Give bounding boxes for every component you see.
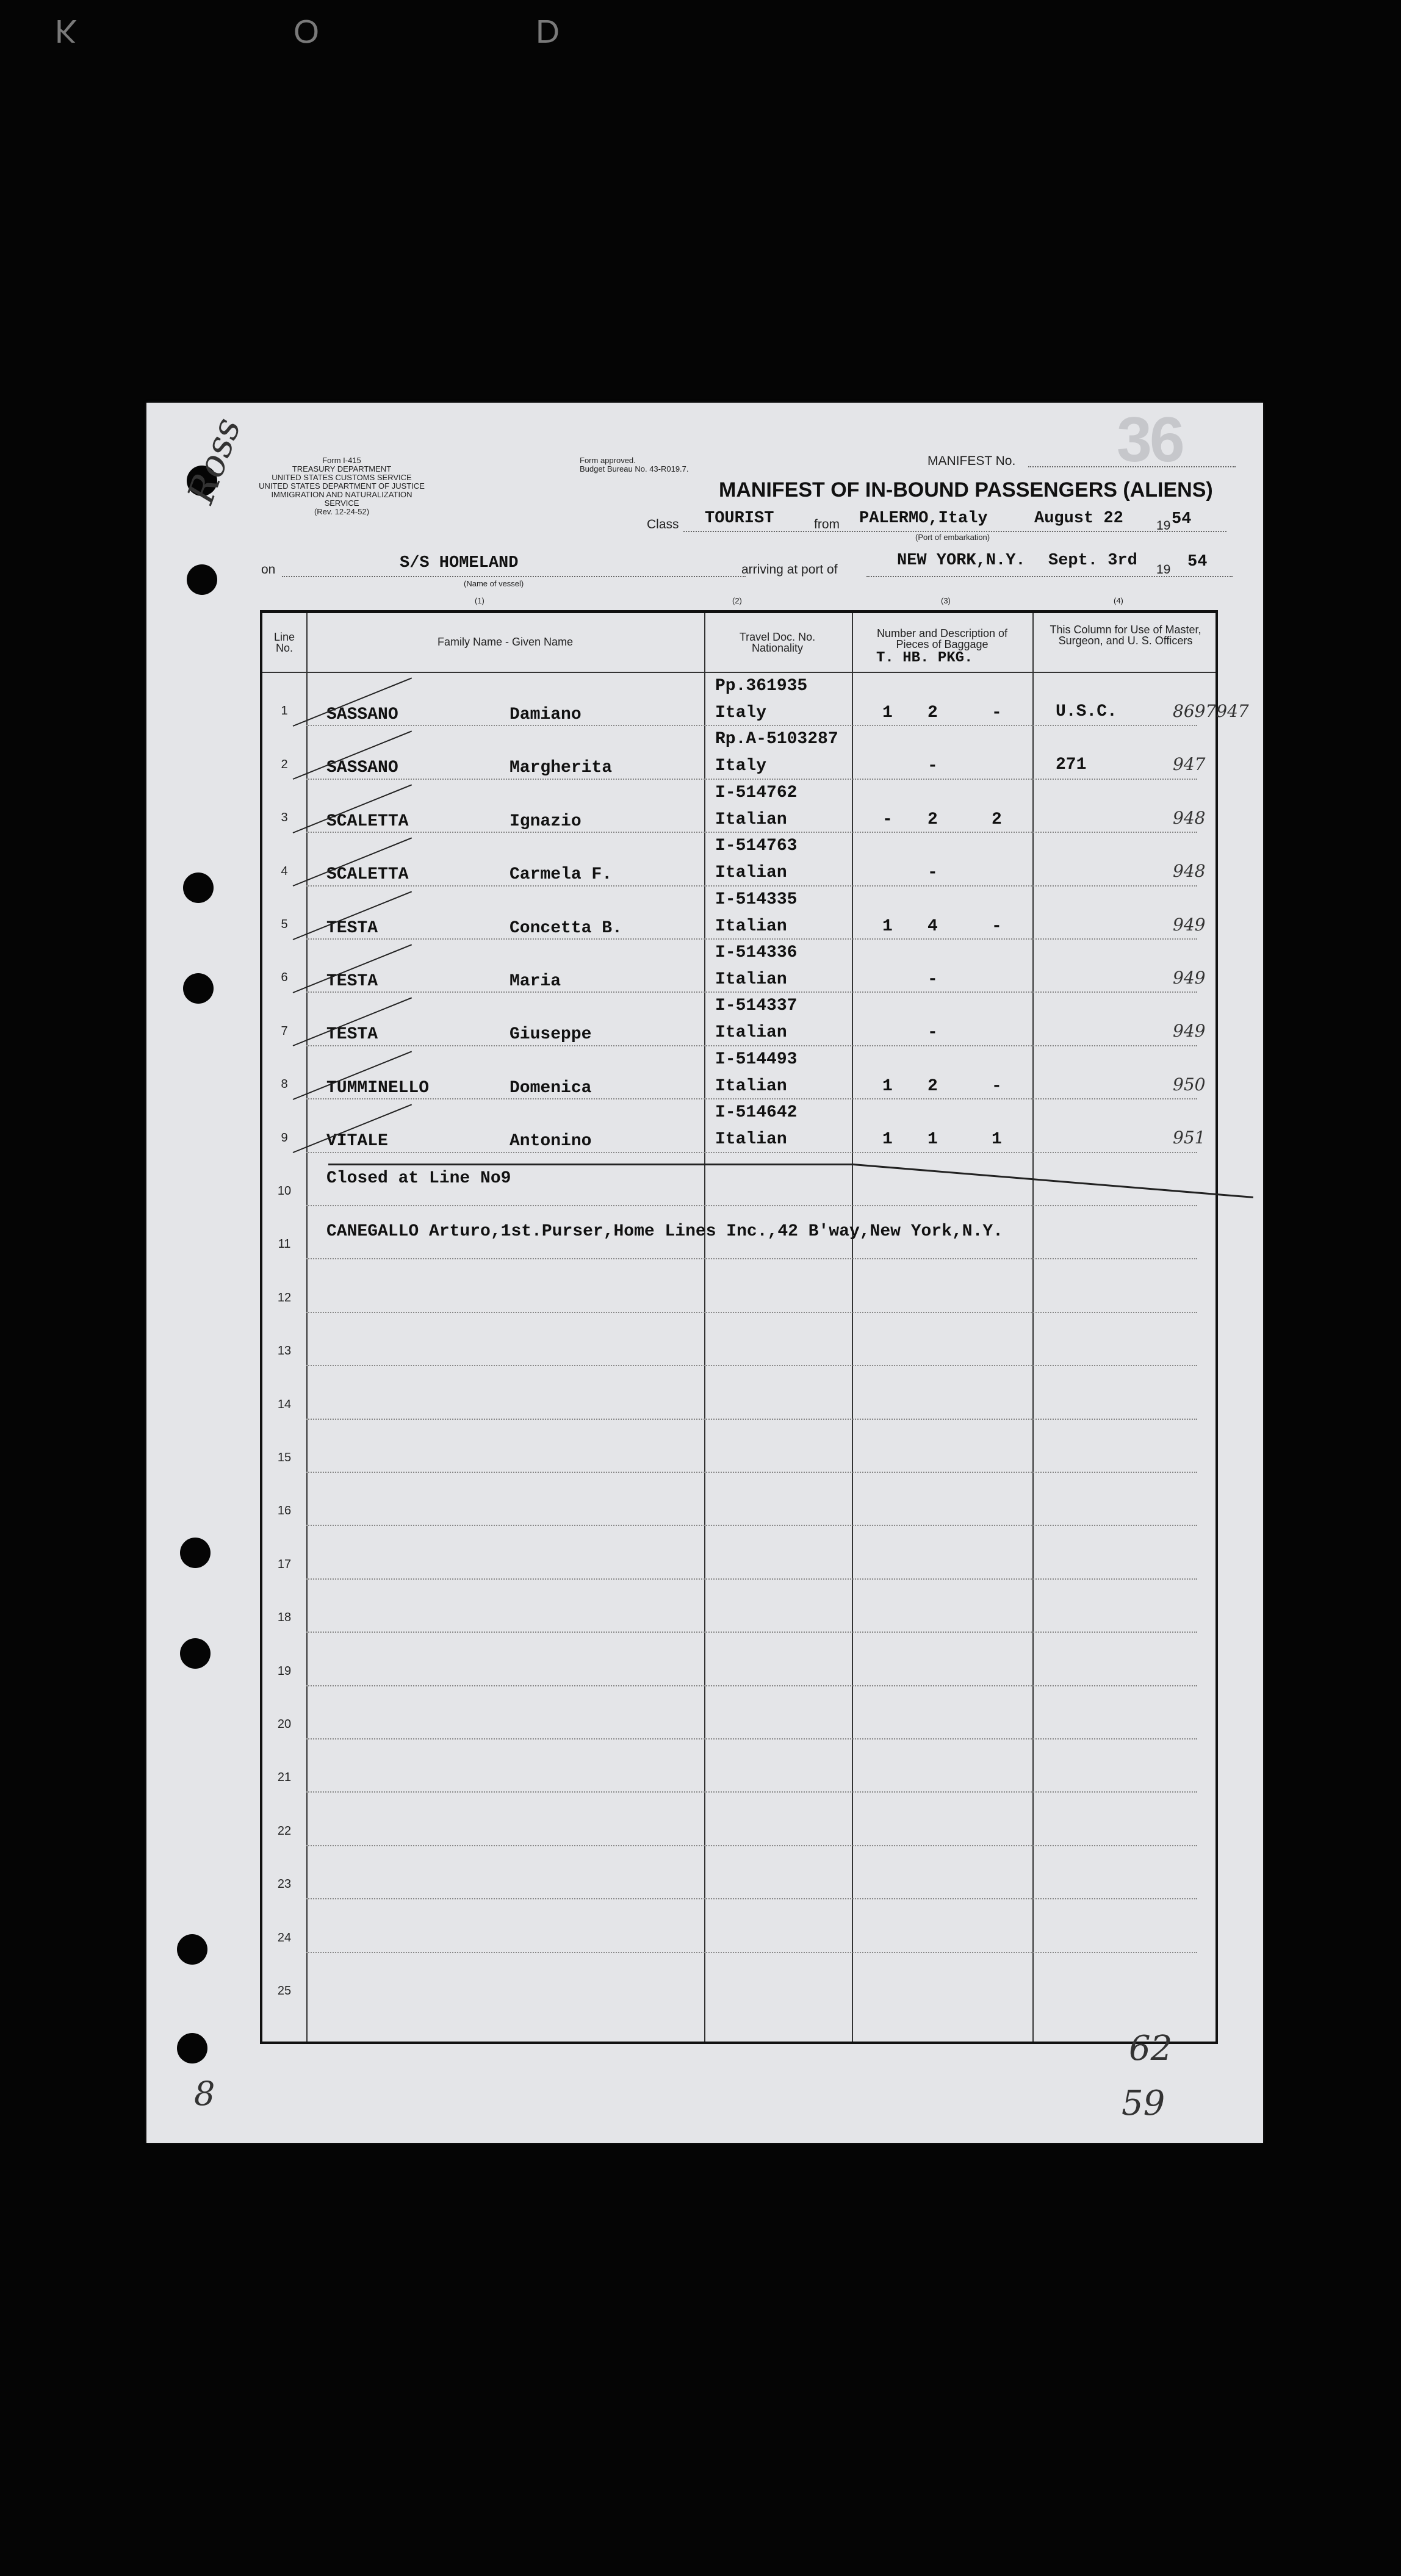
line-number: 23 bbox=[277, 1877, 292, 1891]
nationality: Italy bbox=[715, 703, 767, 722]
closing-line bbox=[853, 1164, 1253, 1198]
travel-doc-number: I-514763 bbox=[715, 836, 798, 856]
row-separator bbox=[306, 725, 1197, 726]
year-prefix: 19 bbox=[1156, 563, 1171, 577]
given-name: Carmela F. bbox=[510, 865, 613, 885]
col-number: (3) bbox=[941, 596, 951, 605]
class-value: TOURIST bbox=[705, 509, 774, 528]
officer-number: 950 bbox=[1173, 1074, 1206, 1095]
departure-year: 54 bbox=[1172, 510, 1192, 528]
row-separator bbox=[306, 1258, 1197, 1259]
baggage-hand: - bbox=[927, 970, 938, 989]
line-number: 8 bbox=[281, 1078, 288, 1092]
line-number: 22 bbox=[277, 1824, 292, 1838]
baggage-trunks: 1 bbox=[882, 1130, 893, 1149]
officer-number: 951 bbox=[1173, 1128, 1206, 1148]
manifest-no-label: MANIFEST No. bbox=[927, 454, 1016, 468]
year-prefix: 19 bbox=[1156, 519, 1171, 533]
line-number: 24 bbox=[277, 1930, 292, 1945]
line-number: 1 bbox=[281, 704, 288, 718]
given-name: Domenica bbox=[510, 1078, 592, 1098]
form-line: IMMIGRATION AND NATURALIZATION SERVICE bbox=[271, 490, 412, 508]
line-number: 2 bbox=[281, 757, 288, 771]
line-number: 12 bbox=[277, 1290, 292, 1304]
line-number: 7 bbox=[281, 1024, 288, 1038]
col-header-travel-doc: Travel Doc. No. Nationality bbox=[739, 631, 816, 654]
manifest-table bbox=[260, 610, 1249, 2044]
travel-doc-number: Rp.A-5103287 bbox=[715, 730, 838, 749]
officer-number: 949 bbox=[1173, 914, 1206, 935]
family-name: TESTA bbox=[326, 972, 378, 991]
baggage-hand: 2 bbox=[927, 810, 938, 829]
vessel-caption: (Name of vessel) bbox=[464, 579, 524, 588]
row-separator bbox=[306, 1312, 1197, 1313]
punch-hole bbox=[180, 1638, 211, 1669]
travel-doc-number: I-514336 bbox=[715, 943, 798, 962]
line-number: 16 bbox=[277, 1504, 292, 1518]
line-number: 9 bbox=[281, 1131, 288, 1145]
row-separator bbox=[306, 1098, 1197, 1099]
col-header-baggage-types: T. HB. PKG. bbox=[876, 650, 973, 666]
baggage-hand: 1 bbox=[927, 1130, 938, 1149]
form-line: UNITED STATES CUSTOMS SERVICE bbox=[272, 473, 412, 482]
row-separator bbox=[306, 1898, 1197, 1899]
given-name: Maria bbox=[510, 972, 561, 991]
baggage-trunks: 1 bbox=[882, 703, 893, 722]
form-line: TREASURY DEPARTMENT bbox=[292, 464, 392, 473]
row-separator bbox=[306, 1419, 1197, 1420]
page-stamp-number: 36 bbox=[1117, 405, 1183, 475]
form-line: Form I-415 bbox=[322, 456, 361, 465]
given-name: Margherita bbox=[510, 758, 613, 778]
family-name: SCALETTA bbox=[326, 811, 409, 831]
given-name: Damiano bbox=[510, 705, 582, 724]
given-name: Concetta B. bbox=[510, 918, 622, 938]
row-separator bbox=[306, 1685, 1197, 1686]
row-separator bbox=[306, 832, 1197, 833]
handwritten-note: 59 bbox=[1122, 2084, 1165, 2123]
row-separator bbox=[306, 938, 1197, 940]
line-number: 11 bbox=[278, 1237, 291, 1251]
line-number: 19 bbox=[277, 1664, 292, 1678]
officer-number: 949 bbox=[1173, 1021, 1206, 1042]
line-number: 18 bbox=[277, 1611, 292, 1625]
row-separator bbox=[306, 1205, 1197, 1206]
punch-hole bbox=[177, 1934, 207, 1965]
nationality: Italian bbox=[715, 1076, 787, 1096]
officer-note: 271 bbox=[1056, 755, 1087, 775]
on-label: on bbox=[261, 563, 276, 577]
class-line bbox=[683, 531, 1226, 532]
punch-hole bbox=[183, 872, 214, 903]
baggage-hand: 4 bbox=[927, 916, 938, 936]
line-number: 17 bbox=[277, 1557, 292, 1571]
purser-note: CANEGALLO Arturo,1st.Purser,Home Lines Inc.,42 B'way,New York,N.Y. bbox=[326, 1222, 1003, 1241]
row-separator bbox=[306, 1632, 1197, 1633]
manifest-page bbox=[146, 403, 1263, 2143]
baggage-packages: - bbox=[992, 916, 1002, 936]
arrival-date: Sept. 3rd bbox=[1048, 552, 1137, 570]
travel-doc-number: I-514493 bbox=[715, 1049, 798, 1069]
punch-hole bbox=[183, 973, 214, 1004]
baggage-hand: - bbox=[927, 757, 938, 776]
arrival-year: 54 bbox=[1187, 553, 1208, 571]
col-number: (1) bbox=[475, 596, 484, 605]
nationality: Italian bbox=[715, 916, 787, 936]
baggage-trunks: 1 bbox=[882, 916, 893, 936]
page-title: MANIFEST OF IN-BOUND PASSENGERS (ALIENS) bbox=[719, 478, 1213, 502]
line-number: 15 bbox=[277, 1451, 292, 1464]
baggage-hand: 2 bbox=[927, 703, 938, 722]
officer-note: U.S.C. bbox=[1056, 702, 1117, 721]
form-line: (Rev. 12-24-52) bbox=[314, 507, 370, 516]
row-separator bbox=[306, 1845, 1197, 1846]
line-number: 3 bbox=[281, 811, 288, 825]
col-header-baggage: Number and Description of Pieces of Baggage bbox=[876, 627, 1008, 650]
given-name: Antonino bbox=[510, 1132, 592, 1151]
handwritten-page-number: 8 bbox=[194, 2074, 215, 2113]
baggage-hand: - bbox=[927, 863, 938, 883]
col-header-name: Family Name - Given Name bbox=[437, 636, 574, 648]
closing-line bbox=[328, 1164, 854, 1165]
baggage-packages: - bbox=[992, 703, 1002, 722]
row-separator bbox=[306, 1952, 1197, 1953]
from-label: from bbox=[814, 517, 840, 531]
nationality: Italy bbox=[715, 757, 767, 776]
officer-number: 8697947 bbox=[1173, 701, 1249, 721]
line-number: 20 bbox=[277, 1718, 292, 1731]
nationality: Italian bbox=[715, 863, 787, 883]
form-block bbox=[256, 456, 427, 516]
travel-doc-number: I-514337 bbox=[715, 996, 798, 1016]
departure-date: August 22 bbox=[1034, 509, 1123, 528]
class-label: Class bbox=[647, 517, 679, 531]
row-separator bbox=[306, 779, 1197, 780]
nationality: Italian bbox=[715, 810, 787, 829]
line-number: 14 bbox=[277, 1397, 292, 1411]
officer-number: 948 bbox=[1173, 807, 1206, 828]
nationality: Italian bbox=[715, 970, 787, 989]
row-separator bbox=[306, 1472, 1197, 1473]
travel-doc-number: Pp.361935 bbox=[715, 677, 808, 696]
family-name: SASSANO bbox=[326, 758, 398, 778]
approval-block bbox=[580, 456, 689, 473]
form-line: UNITED STATES DEPARTMENT OF JUSTICE bbox=[259, 481, 425, 491]
line-number: 6 bbox=[281, 971, 288, 985]
port-caption: (Port of embarkation) bbox=[915, 533, 990, 542]
officer-number: 948 bbox=[1173, 861, 1206, 882]
arriving-label: arriving at port of bbox=[741, 563, 838, 577]
punch-hole bbox=[177, 2033, 207, 2063]
from-port: PALERMO,Italy bbox=[859, 509, 988, 528]
row-separator bbox=[306, 991, 1197, 993]
vessel-name: S/S HOMELAND bbox=[400, 554, 519, 572]
family-name: VITALE bbox=[326, 1132, 388, 1151]
punch-hole bbox=[187, 564, 217, 595]
travel-doc-number: I-514762 bbox=[715, 783, 798, 802]
row-separator bbox=[306, 1578, 1197, 1580]
officer-number: 949 bbox=[1173, 968, 1206, 988]
row-separator bbox=[306, 1045, 1197, 1046]
baggage-packages: - bbox=[992, 1076, 1002, 1096]
row-separator bbox=[306, 885, 1197, 887]
family-name: SCALETTA bbox=[326, 865, 409, 885]
arrival-line bbox=[866, 576, 1233, 577]
line-number: 13 bbox=[277, 1344, 292, 1358]
baggage-trunks: 1 bbox=[882, 1076, 893, 1096]
col-number: (2) bbox=[732, 596, 742, 605]
family-name: TUMMINELLO bbox=[326, 1078, 430, 1098]
manifest-no-line bbox=[1028, 466, 1236, 467]
line-number: 4 bbox=[281, 864, 288, 878]
closed-note: Closed at Line No9 bbox=[326, 1168, 511, 1188]
officer-number: 947 bbox=[1173, 754, 1206, 775]
baggage-trunks: - bbox=[882, 810, 893, 829]
line-number: 25 bbox=[277, 1984, 292, 1998]
nationality: Italian bbox=[715, 1130, 787, 1149]
row-separator bbox=[306, 1152, 1197, 1153]
row-separator bbox=[306, 1791, 1197, 1793]
travel-doc-number: I-514642 bbox=[715, 1103, 798, 1123]
col-header-line-no: Line No. bbox=[273, 631, 295, 654]
film-corner-mark: K O D bbox=[55, 13, 664, 49]
vessel-line bbox=[282, 576, 746, 577]
handwritten-initials: Ross bbox=[179, 412, 250, 509]
line-number: 10 bbox=[277, 1184, 292, 1198]
line-number: 21 bbox=[277, 1771, 292, 1785]
row-separator bbox=[306, 1525, 1197, 1526]
baggage-hand: 2 bbox=[927, 1076, 938, 1096]
given-name: Giuseppe bbox=[510, 1025, 592, 1045]
approval-line: Form approved. bbox=[580, 456, 636, 465]
baggage-packages: 2 bbox=[992, 810, 1002, 829]
row-separator bbox=[306, 1365, 1197, 1366]
arrival-port: NEW YORK,N.Y. bbox=[897, 552, 1026, 570]
family-name: SASSANO bbox=[326, 705, 398, 724]
handwritten-note: 62 bbox=[1129, 2029, 1173, 2068]
family-name: TESTA bbox=[326, 918, 378, 938]
line-number: 5 bbox=[281, 918, 288, 931]
approval-line: Budget Bureau No. 43-R019.7. bbox=[580, 464, 689, 473]
punch-hole bbox=[180, 1538, 211, 1568]
travel-doc-number: I-514335 bbox=[715, 890, 798, 909]
row-separator bbox=[306, 1738, 1197, 1740]
col-number: (4) bbox=[1114, 596, 1123, 605]
given-name: Ignazio bbox=[510, 811, 582, 831]
nationality: Italian bbox=[715, 1023, 787, 1043]
baggage-hand: - bbox=[927, 1023, 938, 1043]
baggage-packages: 1 bbox=[992, 1130, 1002, 1149]
family-name: TESTA bbox=[326, 1025, 378, 1045]
col-header-officers: This Column for Use of Master, Surgeon, and U. S. Officers bbox=[1050, 624, 1201, 647]
